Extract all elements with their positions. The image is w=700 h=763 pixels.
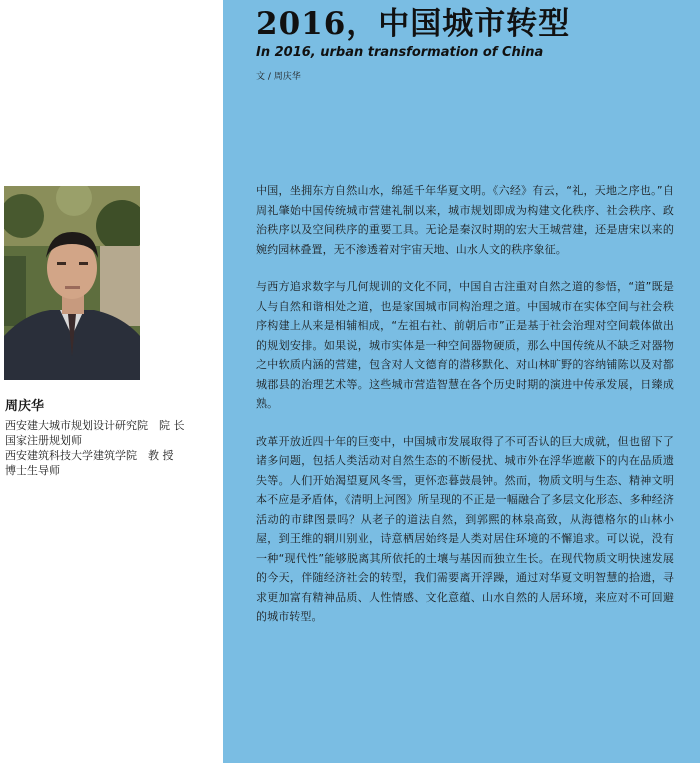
article-paragraph: 与西方追求数字与几何规训的文化不同，中国自古注重对自然之道的参悟，“道”既是人与自然和谐相处之道，也是家国城市同构治理之道。中国城市在实体空间与社会秩序构建上从来是相辅相成，“左祖右社、前朝后市”正是基于社会治理对空间载体做出的规划安排。如果说，城市实体是一种空间器物硬质，那么中国传统从不缺乏对器物之中软质内涵的营建，包含对人文德育的潜移默化、对山林旷野的容纳铺陈以及对都城郡县的治理艺术等。这些城市营造智慧在各个历史时期的演进中传承发展，日臻成熟。 xyxy=(256,280,674,410)
author-portrait-image xyxy=(4,186,140,380)
article-body xyxy=(256,181,674,645)
article-paragraph: 中国，坐拥东方自然山水，绵延千年华夏文明。《六经》有云，“礼，天地之序也。”自周礼肇始中国传统城市营建礼制以来，城市规划即成为构建文化秩序、社会秩序、政治秩序以及空间秩序的重要工具。无论是秦汉时期的宏大王城营建，还是唐宋以来的婉约园林叠置，无不渗透着对宇宙天地、山水人文的秩序象征。 xyxy=(256,184,674,256)
article-title: 2016，中国城市转型 xyxy=(256,6,571,42)
author-title-line: 西安建筑科技大学建筑学院 教 授 xyxy=(5,449,174,462)
author-title-line: 西安建大城市规划设计研究院 院 长 xyxy=(5,419,185,432)
author-sidebar xyxy=(0,0,223,763)
article-paragraph: 改革开放近四十年的巨变中，中国城市发展取得了不可否认的巨大成就，但也留下了诸多问题，包括人类活动对自然生态的不断侵扰、城市外在浮华遮蔽下的内在品质遗失等。人们开始渴望夏风冬雪，更怀恋暮鼓晨钟。然而，物质文明与生态、精神文明本不应是矛盾体，《清明上河图》所呈现的不正是一幅融合了多层文化形态、多种经济活动的市肆图景吗？从老子的道法自然，到郭熙的林泉高致，从海德格尔的山林小屋，到王维的辋川别业，诗意栖居始终是人类对居住环境的不懈追求。可以说，没有一种“现代性”能够脱离其所依托的土壤与基因而独立生长。在现代物质文明快速发展的今天，伴随经济社会的转型，我们需要离开浮躁，通过对华夏文明智慧的拾遗，寻求更加富有精神品质、人性情感、文化意蕴、山水自然的人居环境，来应对不可回避的城市转型。 xyxy=(256,434,674,623)
article-byline: 文 / 周庆华 xyxy=(256,72,301,82)
author-title-line: 国家注册规划师 xyxy=(5,434,82,447)
author-portrait xyxy=(4,186,140,380)
author-name: 周庆华 xyxy=(5,399,45,414)
author-info xyxy=(5,398,220,478)
article-subtitle: In 2016, urban transformation of China xyxy=(256,45,544,60)
article-panel xyxy=(223,0,700,763)
author-title-line: 博士生导师 xyxy=(5,464,60,477)
